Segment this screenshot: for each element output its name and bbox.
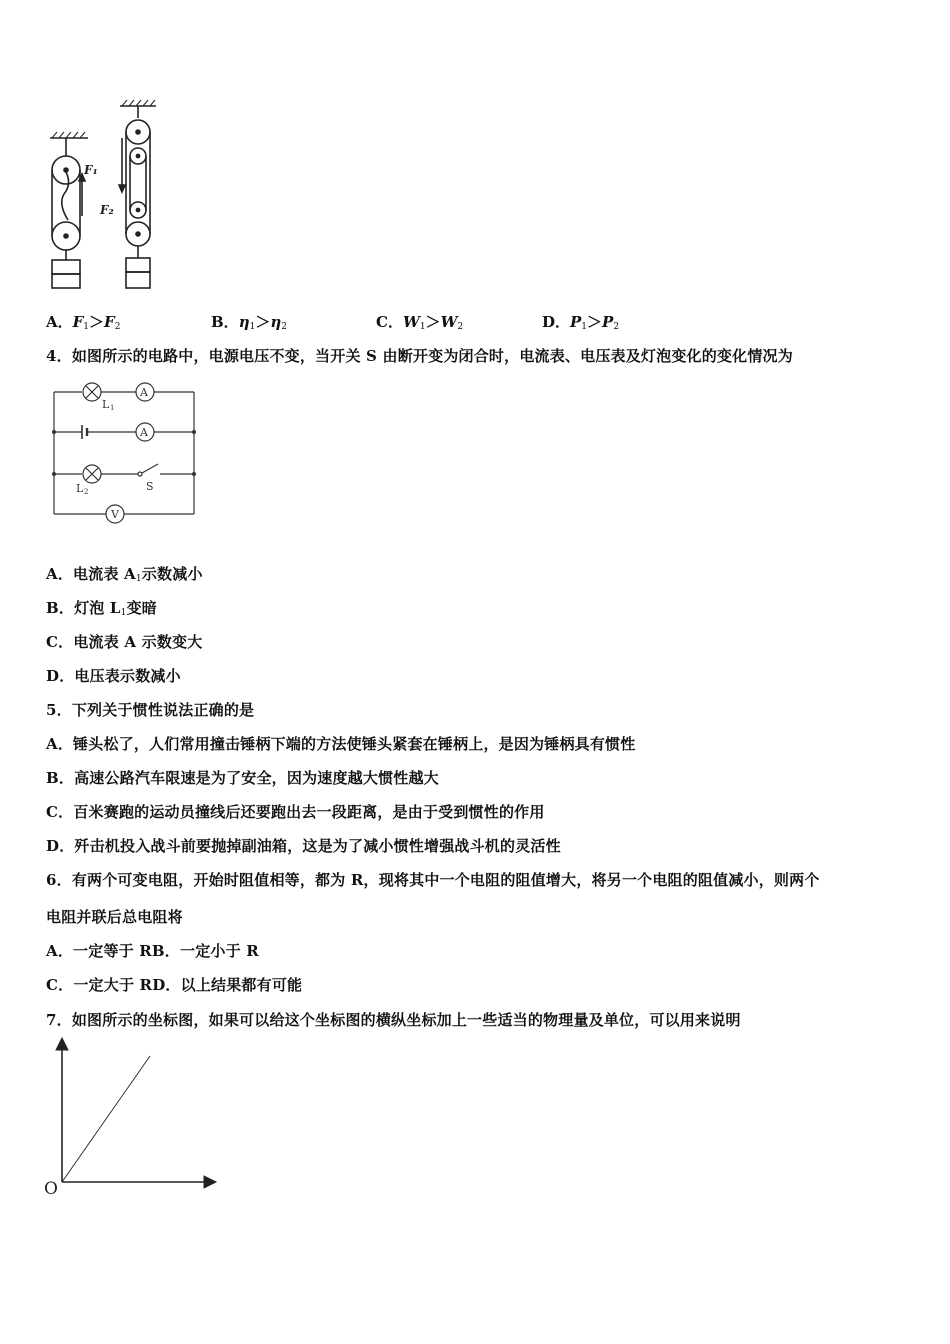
f2-label: F₂ [100,203,114,217]
q4-stem: 4．如图所示的电路中，电源电压不变，当开关 S 由断开变为闭合时，电流表、电压表及灯泡变化的变化情况为 [46,347,793,365]
l1-sub: 1 [110,404,115,412]
switch-label: S [146,480,154,493]
q4-option-b[interactable]: B．灯泡 $L_1$变暗 [46,599,157,618]
q6-stem-line2: 电阻并联后总电阻将 [46,908,183,926]
q4-option-d[interactable]: D．电压表示数减小 [46,667,181,685]
q6-options-ab[interactable]: A．一定等于 RB．一定小于 R [46,942,259,960]
q7-stem: 7．如图所示的坐标图，如果可以给这个坐标图的横纵坐标加上一些适当的物理量及单位，可以用来说明 [46,1011,741,1029]
q4-option-a[interactable]: A．电流表 $A_1$示数减小 [46,565,203,584]
q5-option-c[interactable]: C．百米赛跑的运动员撞线后还要跑出去一段距离，是由于受到惯性的作用 [46,803,545,821]
q6-options-cd[interactable]: C．一定大于 RD．以上结果都有可能 [46,976,303,994]
q5-stem: 5．下列关于惯性说法正确的是 [46,701,255,719]
ammeter-a-label: A [140,426,148,439]
q3-option-b[interactable]: B．$\eta_1>\eta_2$ [211,313,287,332]
origin-label: O [44,1179,58,1199]
l2-sub: 2 [84,488,89,496]
circuit-diagram [50,378,200,526]
f1-label: F₁ [84,163,98,177]
q3-option-c[interactable]: C．$W_1>W_2$ [376,313,464,332]
q3-option-d[interactable]: D．$P_1>P_2$ [542,313,620,332]
voltmeter-label: V [111,508,119,521]
pulley-figure [44,98,164,294]
q3-option-a[interactable]: A．$F_1>F_2$ [46,313,121,332]
l1-label: L [102,398,110,411]
l2-label: L [76,482,84,495]
q5-option-d[interactable]: D．歼击机投入战斗前要抛掉副油箱，这是为了减小惯性增强战斗机的灵活性 [46,837,561,855]
q6-stem-line1: 6．有两个可变电阻，开始时阻值相等，都为 R，现将其中一个电阻的阻值增大，将另一个电阻的阻值减小，则两个 [46,871,820,889]
q5-option-a[interactable]: A．锤头松了，人们常用撞击锤柄下端的方法使锤头紧套在锤柄上，是因为锤柄具有惯性 [46,735,636,753]
coordinate-graph [40,1034,225,1200]
q4-option-c[interactable]: C．电流表 A 示数变大 [46,633,203,651]
q5-option-b[interactable]: B．高速公路汽车限速是为了安全，因为速度越大惯性越大 [46,769,439,787]
ammeter-a1-label: A [140,386,148,399]
